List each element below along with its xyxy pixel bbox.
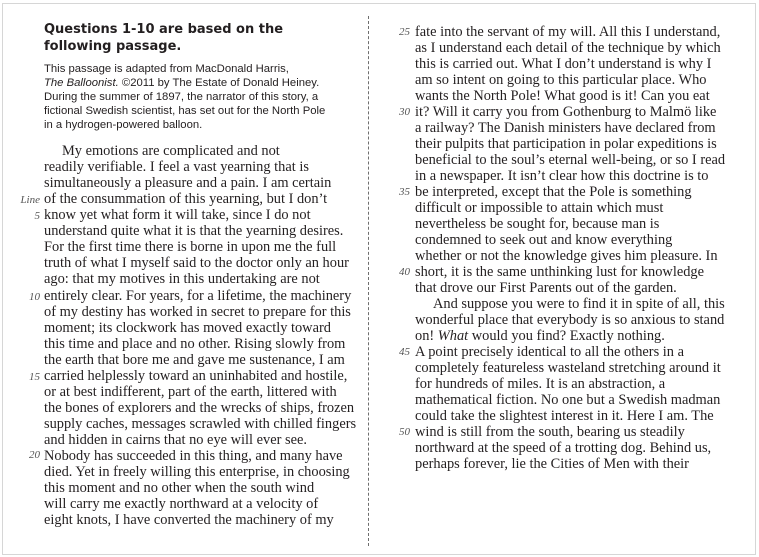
passage-line: eight knots, I have converted the machinery of my: [44, 512, 334, 528]
intro-line: [44, 76, 354, 90]
passage-line: wants the North Pole! What good is it! Can you eat: [415, 88, 710, 104]
passage-line: Nobody has succeeded in this thing, and many have: [44, 448, 343, 464]
line-number: 25: [399, 26, 410, 38]
questions-heading: Questions 1-10 are based on the following passage.: [44, 22, 284, 54]
passage-line: that drove our First Parents out of the garden.: [415, 280, 677, 296]
passage-line: and hidden in cairns that no eye will ever see.: [44, 432, 307, 448]
passage-line: could take the slightest interest in it. Here I am. The: [415, 408, 714, 424]
passage-line: understand quite what it is that the yearning desires.: [44, 223, 344, 239]
passage-line: readily verifiable. I feel a vast yearning that is: [44, 159, 309, 175]
passage-line: condemned to seek out and know everything: [415, 232, 673, 248]
intro-line: in a hydrogen-powered balloon.: [44, 119, 203, 131]
passage-line: in a newspaper. It isn’t clear how this doctrine is to: [415, 168, 709, 184]
line-label: Line: [20, 194, 40, 206]
line-number: 40: [399, 266, 410, 278]
passage-line: of the consummation of this yearning, but I don’t: [44, 191, 328, 207]
passage-line: their pulpits that participation in polar expeditions is: [415, 136, 717, 152]
passage-line: be interpreted, except that the Pole is something: [415, 184, 692, 200]
passage-text-run: would you find? Exactly nothing.: [468, 328, 665, 344]
passage-line: entirely clear. For years, for a lifetime, the machinery: [44, 288, 352, 304]
passage-line: nevertheless be sought for, because man is: [415, 216, 660, 232]
passage-line: [415, 328, 665, 344]
passage-line: completely featureless wasteland stretching around it: [415, 360, 721, 376]
passage-line: the earth that bore me and gave me sustenance, I am: [44, 352, 345, 368]
passage-line: for hundreds of miles. It is an abstraction, a: [415, 376, 666, 392]
passage-line: mathematical fiction. No one but a Swedish madman: [415, 392, 721, 408]
passage-line: perhaps forever, lie the Cities of Men with their: [415, 456, 689, 472]
passage-line: know yet what form it will take, since I do not: [44, 207, 311, 223]
intro-line: This passage is adapted from MacDonald Harris,: [44, 63, 289, 75]
line-number: 45: [399, 346, 410, 358]
passage-line: this is carried out. What I don’t understand is why I: [415, 56, 712, 72]
line-number: 10: [29, 291, 40, 303]
passage-line: beneficial to the soul’s eternal well-being, or so I read: [415, 152, 726, 168]
passage-intro: [44, 62, 354, 132]
passage-line: wonderful place that everybody is so anxious to stand: [415, 312, 725, 328]
passage-line: supply caches, messages scrawled with chilled fingers: [44, 416, 357, 432]
passage-line: as I understand each detail of the technique by which: [415, 40, 721, 56]
line-number: 15: [29, 371, 40, 383]
line-number: 20: [29, 449, 40, 461]
passage-line: a railway? The Danish ministers have declared from: [415, 120, 716, 136]
passage-line: am so intent on going to this particular place. Who: [415, 72, 707, 88]
passage-line: moment; its clockwork has moved exactly toward: [44, 320, 331, 336]
passage-line: truth of what I myself said to the doctor only an hour: [44, 255, 349, 271]
line-number: 30: [399, 106, 410, 118]
passage-line: northward at the speed of a trotting dog. Behind us,: [415, 440, 712, 456]
passage-line: fate into the servant of my will. All this I understand,: [415, 24, 721, 40]
passage-line: ago: that my motives in this undertaking are not: [44, 271, 320, 287]
passage-line: died. Yet in freely willing this enterprise, in choosing: [44, 464, 350, 480]
passage-line: simultaneously a pleasure and a pain. I am certain: [44, 175, 332, 191]
copyright-text: ©2011 by The Estate of Donald Heiney.: [118, 77, 320, 89]
passage-line: or at best indifferent, part of the earth, littered with: [44, 384, 337, 400]
line-number: 5: [34, 210, 40, 222]
emphasized-word: What: [437, 328, 469, 344]
line-number: 50: [399, 426, 410, 438]
passage-line: A point precisely identical to all the others in a: [415, 344, 684, 360]
intro-line: fictional Swedish scientist, has set out for the North Pole: [44, 105, 326, 117]
intro-line: During the summer of 1897, the narrator of this story, a: [44, 91, 319, 103]
passage-line: My emotions are complicated and not: [62, 143, 280, 159]
passage-line: whether or not the knowledge gives him pleasure. In: [415, 248, 718, 264]
passage-line: will carry me exactly northward at a velocity of: [44, 496, 319, 512]
book-title: The Balloonist.: [44, 77, 119, 89]
passage-line: carried helplessly toward an uninhabited and hostile,: [44, 368, 348, 384]
passage-line: For the first time there is borne in upon me the full: [44, 239, 337, 255]
passage-line: the bones of explorers and the wrecks of ships, frozen: [44, 400, 355, 416]
column-divider: [368, 16, 369, 546]
passage-line: wind is still from the south, bearing us steadily: [415, 424, 685, 440]
passage-line: short, it is the same unthinking lust for knowledge: [415, 264, 704, 280]
passage-text-run: on!: [415, 328, 438, 344]
passage-line: of my destiny has worked in secret to prepare for this: [44, 304, 351, 320]
passage-line: And suppose you were to find it in spite of all, this: [433, 296, 725, 312]
line-number: 35: [399, 186, 410, 198]
passage-line: this time and place and no other. Rising slowly from: [44, 336, 346, 352]
passage-line: this moment and no other when the south wind: [44, 480, 315, 496]
passage-line: difficult or impossible to attain which must: [415, 200, 664, 216]
passage-line: it? Will it carry you from Gothenburg to Malmö like: [415, 104, 717, 120]
